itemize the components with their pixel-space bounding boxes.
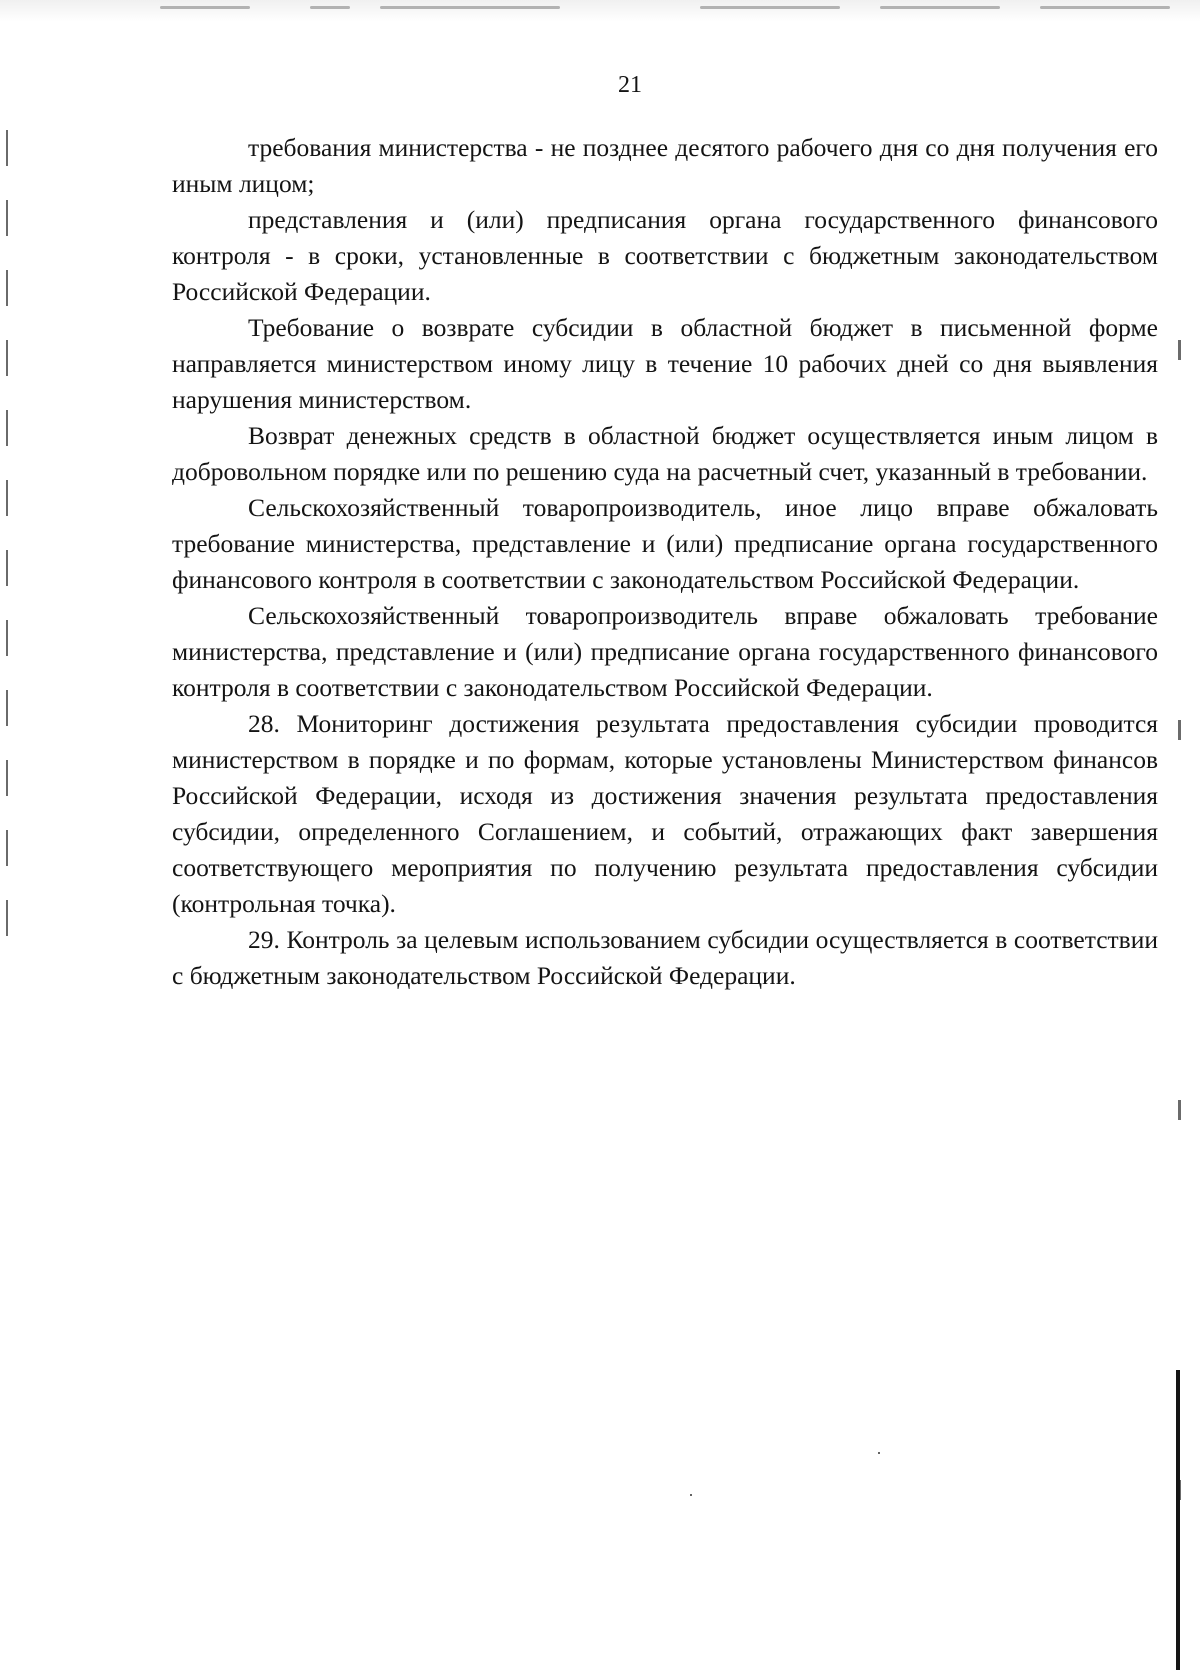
scan-speckle	[1040, 6, 1170, 9]
document-body	[172, 130, 1158, 994]
paragraph-appeal-producer: Сельскохозяйственный товаропроизводитель вправе обжаловать требование министерства, представление и (или) предписание органа государственного финансового контроля в соответствии с законодательством Российской Федерации.	[172, 601, 1158, 702]
paragraph-funds-return: Возврат денежных средств в областной бюджет осуществляется иным лицом в добровольном порядке или по решению суда на расчетный счет, указанный в требовании.	[172, 421, 1158, 486]
scan-top-shadow	[0, 0, 1200, 22]
paragraph-28-monitoring: 28. Мониторинг достижения результата предоставления субсидии проводится министерством в порядке и по формам, которые установлены Министерством финансов Российской Федерации, исходя из достижения значения результата предоставления субсидии, определенного Соглашением, и событий, отражающих факт завершения соответствующего мероприятия по получению результата предоставления субсидии (контрольная точка).	[172, 709, 1158, 918]
paragraph-29-control: 29. Контроль за целевым использованием субсидии осуществляется в соответствии с бюджетным законодательством Российской Федерации.	[172, 925, 1158, 990]
page-number: 21	[618, 72, 642, 98]
paragraph-appeal-producer-other: Сельскохозяйственный товаропроизводитель, иное лицо вправе обжаловать требование министерства, представление и (или) предписание органа государственного финансового контроля в соответствии с законодательством Российской Федерации.	[172, 493, 1158, 594]
scan-speckle	[880, 6, 1000, 9]
paragraph-return-request: Требование о возврате субсидии в областной бюджет в письменной форме направляется министерством иному лицу в течение 10 рабочих дней со дня выявления нарушения министерством.	[172, 313, 1158, 414]
scan-edge-right-bottom	[1176, 1370, 1180, 1670]
scan-speckle	[380, 6, 560, 9]
scan-dot	[878, 1452, 880, 1454]
scan-dot	[690, 1494, 692, 1496]
scan-speckle	[160, 6, 250, 9]
paragraph-requirement-deadline: требования министерства - не позднее десятого рабочего дня со дня получения его иным лицом;	[172, 133, 1158, 198]
scan-edge-left	[6, 130, 8, 950]
scan-speckle	[310, 6, 350, 9]
scan-speckle	[700, 6, 840, 9]
paragraph-control-orders: представления и (или) предписания органа государственного финансового контроля - в сроки, установленные в соответствии с бюджетным законодательством Российской Федерации.	[172, 205, 1158, 306]
